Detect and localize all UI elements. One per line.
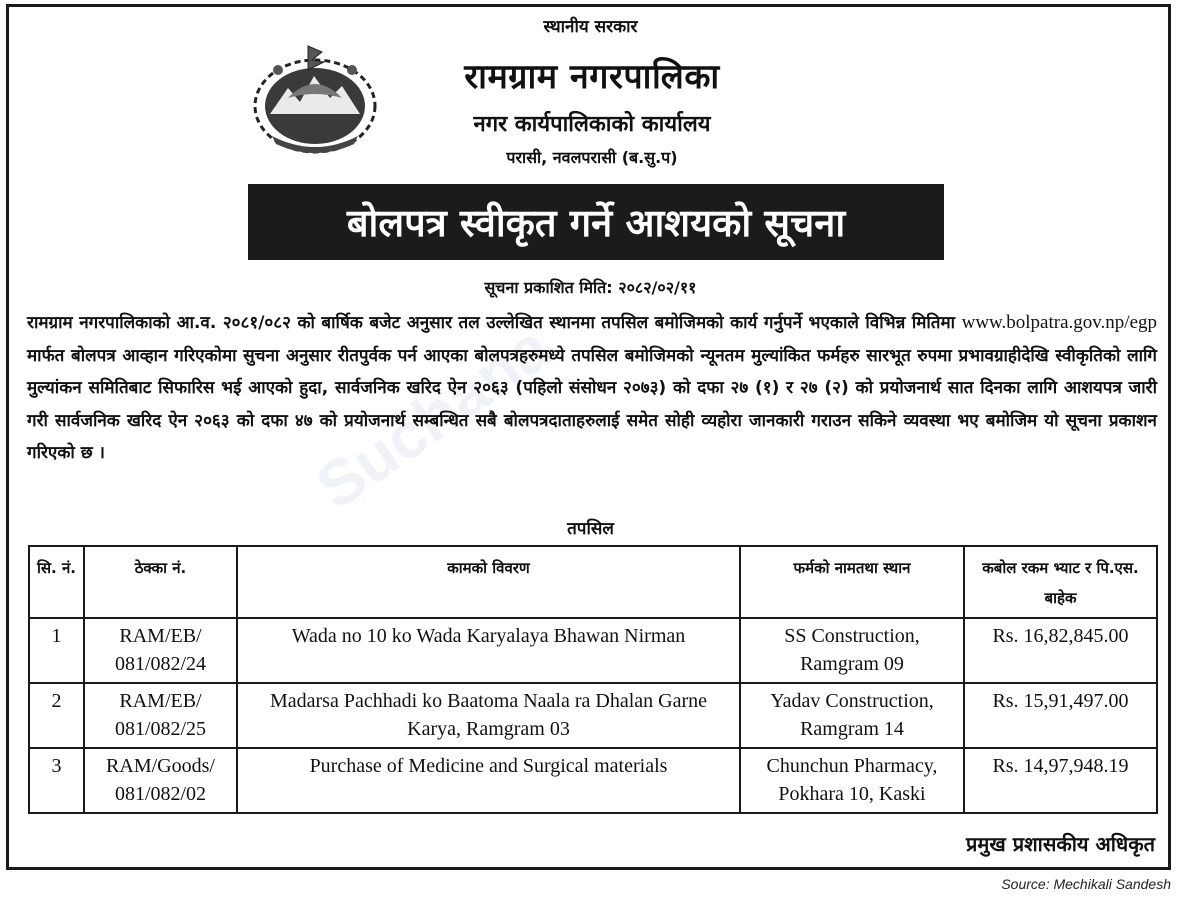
header-contract-no: ठेक्का नं. xyxy=(84,546,237,618)
row-sn: 3 xyxy=(29,748,84,813)
government-label: स्थानीय सरकार xyxy=(543,17,638,37)
notice-body xyxy=(27,307,1157,470)
office-address: परासी, नवलपरासी (ब.सु.प) xyxy=(506,148,678,167)
row-sn: 1 xyxy=(29,618,84,683)
row-firm: Yadav Construction, Ramgram 14 xyxy=(740,683,964,748)
published-date: सूचना प्रकाशित मिति: २०८२/०२/११ xyxy=(484,278,697,297)
row-amount: Rs. 15,91,497.00 xyxy=(964,683,1157,748)
headline-banner xyxy=(248,184,944,260)
table-header-row xyxy=(29,546,1157,618)
notice-body-part1: रामग्राम नगरपालिकाको आ.व. २०८१/०८२ को बार्षिक बजेट अनुसार तल उल्लेखित स्थानमा तपसिल बमोजिमको कार्य गर्नुपर्ने भएकाले विभिन्न मितिमा xyxy=(27,313,956,333)
watermark: Suchana xyxy=(303,311,564,523)
table-row xyxy=(29,618,1157,683)
signatory-title: प्रमुख प्रशासकीय अधिकृत xyxy=(966,832,1155,856)
row-amount: Rs. 14,97,948.19 xyxy=(964,748,1157,813)
row-description: Purchase of Medicine and Surgical materials xyxy=(237,748,740,813)
row-description: Madarsa Pachhadi ko Baatoma Naala ra Dhalan Garne Karya, Ramgram 03 xyxy=(237,683,740,748)
row-contract-no: RAM/Goods/ 081/082/02 xyxy=(84,748,237,813)
row-description: Wada no 10 ko Wada Karyalaya Bhawan Nirman xyxy=(237,618,740,683)
table-row xyxy=(29,683,1157,748)
header-description: कामको विवरण xyxy=(237,546,740,618)
row-contract-no: RAM/EB/ 081/082/25 xyxy=(84,683,237,748)
contracts-table xyxy=(28,545,1158,814)
row-amount: Rs. 16,82,845.00 xyxy=(964,618,1157,683)
header-amount: कबोल रकम भ्याट र पि.एस. बाहेक xyxy=(964,546,1157,618)
bolpatra-url: www.bolpatra.gov.np/egp xyxy=(961,312,1158,333)
office-name: नगर कार्यपालिकाको कार्यालय xyxy=(473,112,711,137)
nepal-emblem-icon xyxy=(248,40,382,158)
table-row xyxy=(29,748,1157,813)
notice-headline: बोलपत्र स्वीकृत गर्ने आशयको सूचना xyxy=(346,201,846,245)
schedule-heading: तपसिल xyxy=(567,519,614,539)
header-firm: फर्मको नामतथा स्थान xyxy=(740,546,964,618)
header-sn: सि. नं. xyxy=(29,546,84,618)
row-contract-no: RAM/EB/ 081/082/24 xyxy=(84,618,237,683)
notice-body-part2: मार्फत बोलपत्र आव्हान गरिएकोमा सुचना अनुसार रीतपुर्वक पर्न आएका बोलपत्रहरुमध्ये तपसिल बमोजिमको न्यूनतम मुल्यांकित फर्महरु सारभूत रुपमा प्रभावग्राहीदेखि स्वीकृतिको लागि मुल्यांकन समितिबाट सिफारिस भई आएको हुदा, सार्वजनिक खरिद ऐन २०६३ (पहिलो संसोधन २०७३) को दफा २७ (१) र २७ (२) को प्रयोजनार्थ सात दिनका लागि आशयपत्र जारी गरी सार्वजनिक खरिद ऐन २०६३ को दफा ४७ को प्रयोजनार्थ सम्बन्धित सबै बोलपत्रदाताहरुलाई समेत सोही व्यहोरा जानकारी गराउन सकिने व्यवस्था भए बमोजिम यो सूचना प्रकाशन गरिएको छ । xyxy=(27,345,1157,464)
row-sn: 2 xyxy=(29,683,84,748)
row-firm: Chunchun Pharmacy, Pokhara 10, Kaski xyxy=(740,748,964,813)
organization-name: रामग्राम नगरपालिका xyxy=(464,57,720,97)
source-credit: Source: Mechikali Sandesh xyxy=(1001,876,1171,892)
row-firm: SS Construction, Ramgram 09 xyxy=(740,618,964,683)
